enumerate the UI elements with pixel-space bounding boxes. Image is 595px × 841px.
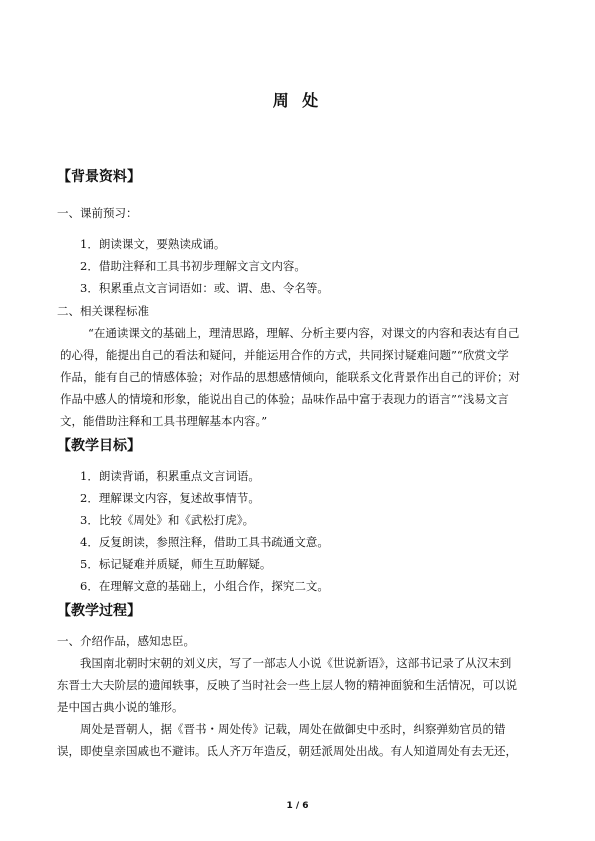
preview-title: 一、课前预习： xyxy=(57,206,138,220)
para1-line-2: 东晋士大夫阶层的遗闻轶事，反映了当时社会一些上层人物的精神面貌和生活情况，可以说 xyxy=(57,678,517,692)
goal-item-3: 3．比较《周处》和《武松打虎》。 xyxy=(80,513,255,527)
standard-line-3: 作品，能有自己的情感体验；对作品的思想感情倾向，能联系文化背景作出自己的评价；对 xyxy=(60,370,520,384)
page-number: 1 / 6 xyxy=(286,801,309,811)
intro-title: 一、介绍作品，感知忠臣。 xyxy=(57,634,195,648)
para1-line-1: 我国南北朝时宋朝的刘义庆，写了一部志人小说《世说新语》，这部书记录了从汉末到 xyxy=(80,656,512,670)
heading-goals: 【教学目标】 xyxy=(57,438,141,454)
goal-item-6: 6．在理解文意的基础上，小组合作，探究二文。 xyxy=(80,579,329,593)
standard-line-1: “在通读课文的基础上，理清思路，理解、分析主要内容，对课文的内容和表达有自己 xyxy=(88,326,520,340)
standard-line-5: 文，能借助注释和工具书理解基本内容。” xyxy=(60,414,268,428)
standard-line-2: 的心得，能提出自己的看法和疑问，并能运用合作的方式，共同探讨疑难问题”“欣赏文学 xyxy=(60,348,509,362)
goal-item-4: 4．反复朗读，参照注释，借助工具书疏通文意。 xyxy=(80,535,329,549)
standard-line-4: 作品中感人的情境和形象，能说出自己的体验；品味作品中富于表现力的语言”“浅易文言 xyxy=(60,392,509,406)
preview-item-2: 2．借助注释和工具书初步理解文言文内容。 xyxy=(80,259,306,273)
para2-line-1: 周处是晋朝人，据《晋书・周处传》记载，周处在做御史中丞时，纠察弹劾官员的错 xyxy=(80,722,506,736)
goal-item-1: 1．朗读背诵，积累重点文言词语。 xyxy=(80,469,260,483)
goal-item-2: 2．理解课文内容，复述故事情节。 xyxy=(80,491,260,505)
preview-item-3: 3．积累重点文言词语如：或、谓、患、令名等。 xyxy=(80,281,329,295)
heading-process: 【教学过程】 xyxy=(57,603,141,619)
para1-line-3: 是中国古典小说的雏形。 xyxy=(57,700,184,714)
page-title: 周 处 xyxy=(272,91,323,110)
standard-title: 二、相关课程标准 xyxy=(57,304,149,318)
goal-item-5: 5．标记疑难并质疑，师生互助解疑。 xyxy=(80,557,272,571)
preview-item-1: 1．朗读课文，要熟读成诵。 xyxy=(80,237,226,251)
para2-line-2: 误，即使皇亲国戚也不避讳。氐人齐万年造反，朝廷派周处出战。有人知道周处有去无还， xyxy=(57,744,517,758)
heading-background: 【背景资料】 xyxy=(57,169,141,185)
